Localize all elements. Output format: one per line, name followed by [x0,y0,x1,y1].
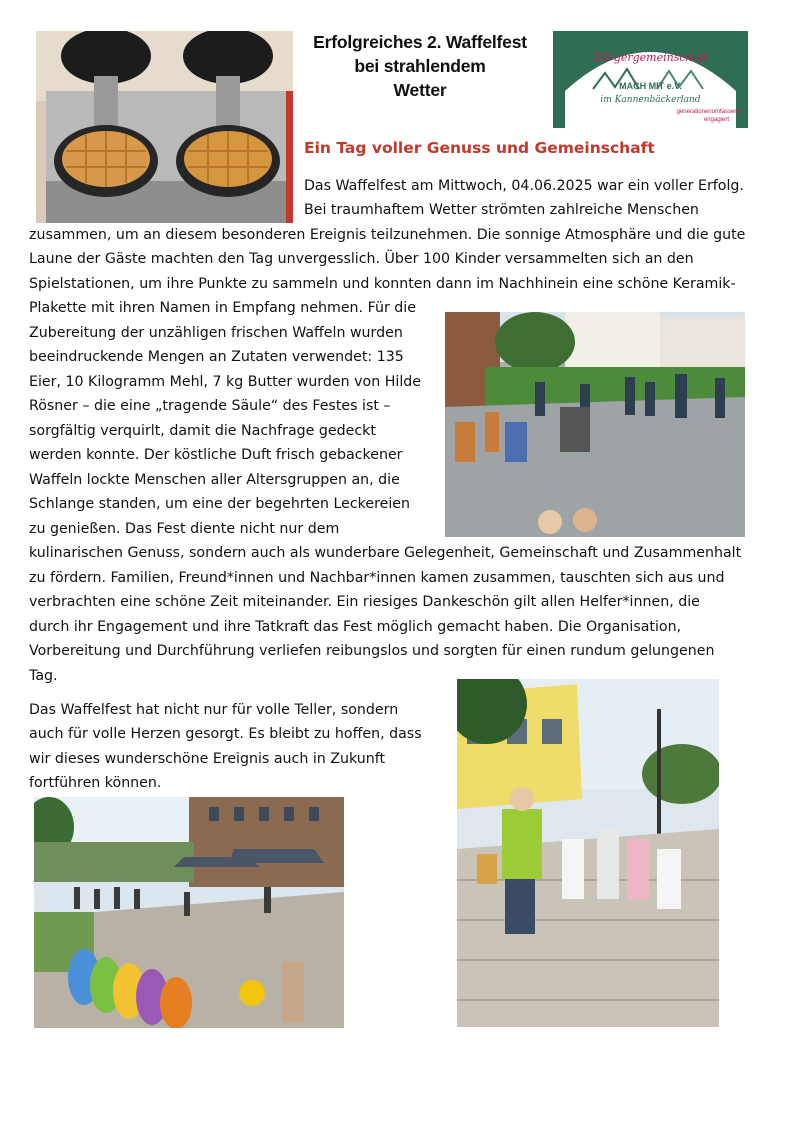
body-line: werden konnte. Der köstliche Duft frisch gebackener [29,447,403,463]
children-games-photo [457,679,719,1027]
body-line: fortführen können. [29,775,162,791]
logo-tagline-2: engagiert [703,117,729,123]
waffle-iron-photo [36,31,293,223]
logo-name: Bürgergemeinschaft [593,51,708,64]
logo-region: im Kannenbäckerland [600,95,701,105]
body-line: Plakette mit ihren Namen in Empfang nehmen. Für die [29,300,416,316]
logo-tagline-1: generationenumfassend [676,109,741,115]
body-line: verbrachten eine schöne Zeit miteinander. Ein riesiges Dankeschön gilt allen Helfer*innen, die [29,594,700,610]
body-line: Rösner – die eine „tragende Säule“ des Festes ist – [29,398,391,414]
crowd-square-photo [445,312,745,537]
body-line: Schlange standen, um eine der begehrten Leckereien [29,496,410,512]
body-line: Zubereitung der unzähligen frischen Waffeln wurden [29,325,403,341]
title-line-3: Wetter [393,80,447,100]
body-line: durch ihr Engagement und ihre Tatkraft das Fest möglich gemacht haben. Die Organisation, [29,619,682,635]
body-line: beeindruckende Mengen an Zutaten verwendet: 135 [29,349,404,365]
body-line: zu genießen. Das Fest diente nicht nur dem [29,521,340,537]
logo-brand: MACH MIT e.V. [619,81,682,91]
body-line: wir dieses wunderschöne Ereignis auch in Zukunft [29,751,386,767]
body-line: Eier, 10 Kilogramm Mehl, 7 kg Butter wurden von Hilde [29,374,421,390]
body-line: kulinarischen Genuss, sondern auch als wunderbare Gelegenheit, Gemeinschaft und Zusammenhalt [29,545,742,561]
body-line: Das Waffelfest hat nicht nur für volle Teller, sondern [29,702,399,718]
body-line: Vorbereitung und Durchführung verliefen reibungslos und sorgten für einen rundum gelungenen [29,643,715,659]
body-line: zusammen, um an diesem besonderen Ereignis teilzunehmen. Die sonnige Atmosphäre und die gute [29,227,746,243]
body-line: Laune der Gäste machten den Tag unvergesslich. Über 100 Kinder versammelten sich an den [29,251,694,267]
article-title [300,30,540,102]
body-line: Waffeln lockte Menschen aller Altersgruppen an, die [29,472,400,488]
body-line: Tag. [29,668,58,684]
buergergemeinschaft-logo [553,31,748,128]
title-line-1: Erfolgreiches 2. Waffelfest [313,32,527,52]
body-line: zu fördern. Familien, Freund*innen und Nachbar*innen kamen zusammen, tauschten sich aus und [29,570,725,586]
body-line: Das Waffelfest am Mittwoch, 04.06.2025 war ein voller Erfolg. [304,178,744,194]
body-line: auch für volle Herzen gesorgt. Es bleibt zu hoffen, dass [29,726,422,742]
body-line: Bei traumhaftem Wetter strömten zahlreiche Menschen [304,202,699,218]
playground-photo [34,797,344,1028]
title-line-2: bei strahlendem [354,56,486,76]
article-subtitle: Ein Tag voller Genuss und Gemeinschaft [304,139,655,157]
body-line: sorgfältig verquirlt, damit die Nachfrage gedeckt [29,423,376,439]
body-line: Spielstationen, um ihre Punkte zu sammeln und konnten dann im Nachhinein eine schöne Keramik- [29,276,736,292]
